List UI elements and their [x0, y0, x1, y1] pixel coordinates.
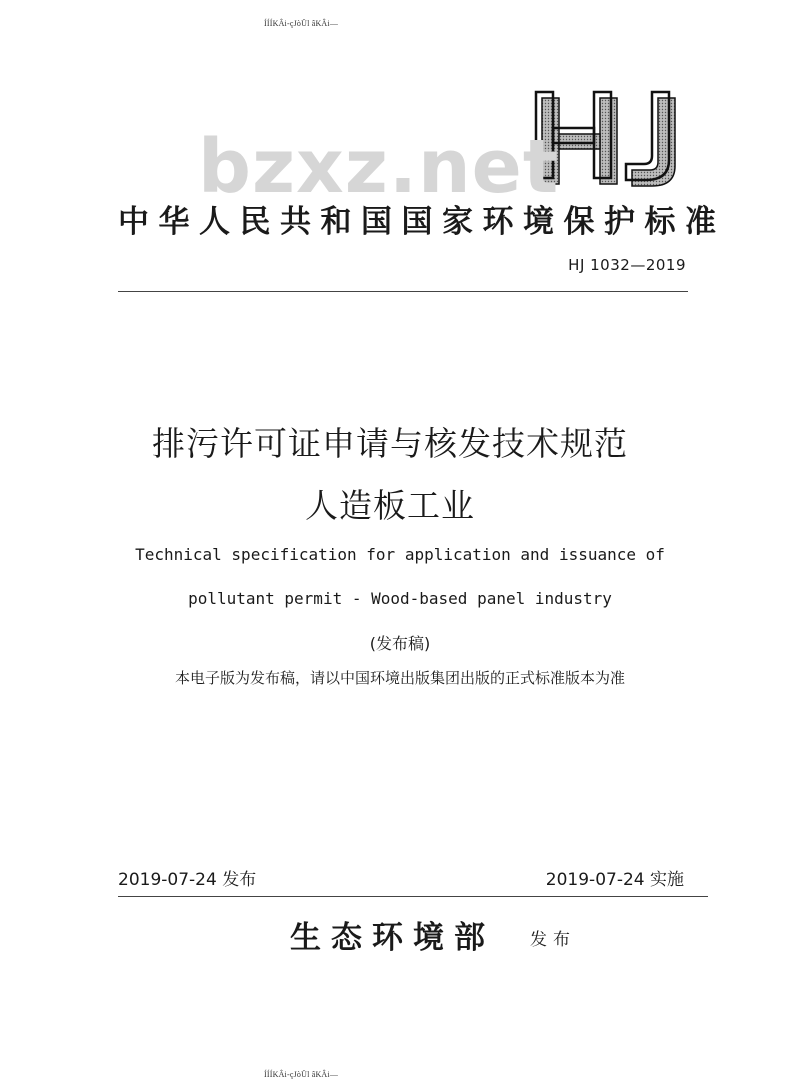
draft-label: (发布稿)	[369, 634, 431, 653]
issue-verb: 发布	[530, 930, 576, 950]
document-title-en-line2: pollutant permit - Wood-based panel industry	[188, 589, 612, 608]
release-date: 2019-07-24 发布	[118, 870, 257, 890]
standard-number: HJ 1032—2019	[568, 256, 686, 274]
watermark: bzxz.net	[198, 124, 560, 210]
version-notice: 本电子版为发布稿，请以中国环境出版集团出版的正式标准版本为准	[174, 669, 625, 687]
issuing-authority: 生态环境部	[290, 920, 495, 956]
standard-category-title: 中华人民共和国国家环境保护标准	[118, 204, 726, 240]
footer-garbled-text: ÍÍÍKÂi-çJòÜl âKÂi—	[264, 1070, 339, 1079]
document-title-en-line1: Technical specification for application and issuance of	[135, 545, 665, 564]
bottom-divider	[118, 896, 708, 897]
header-garbled-text: ÍÍÍKÂi-çJòÜl âKÂi—	[264, 19, 339, 28]
document-subtitle-cn: 人造板工业	[305, 486, 475, 525]
top-divider	[118, 291, 688, 292]
document-title-cn: 排污许可证申请与核发技术规范	[152, 424, 628, 463]
implementation-date: 2019-07-24 实施	[545, 870, 684, 890]
